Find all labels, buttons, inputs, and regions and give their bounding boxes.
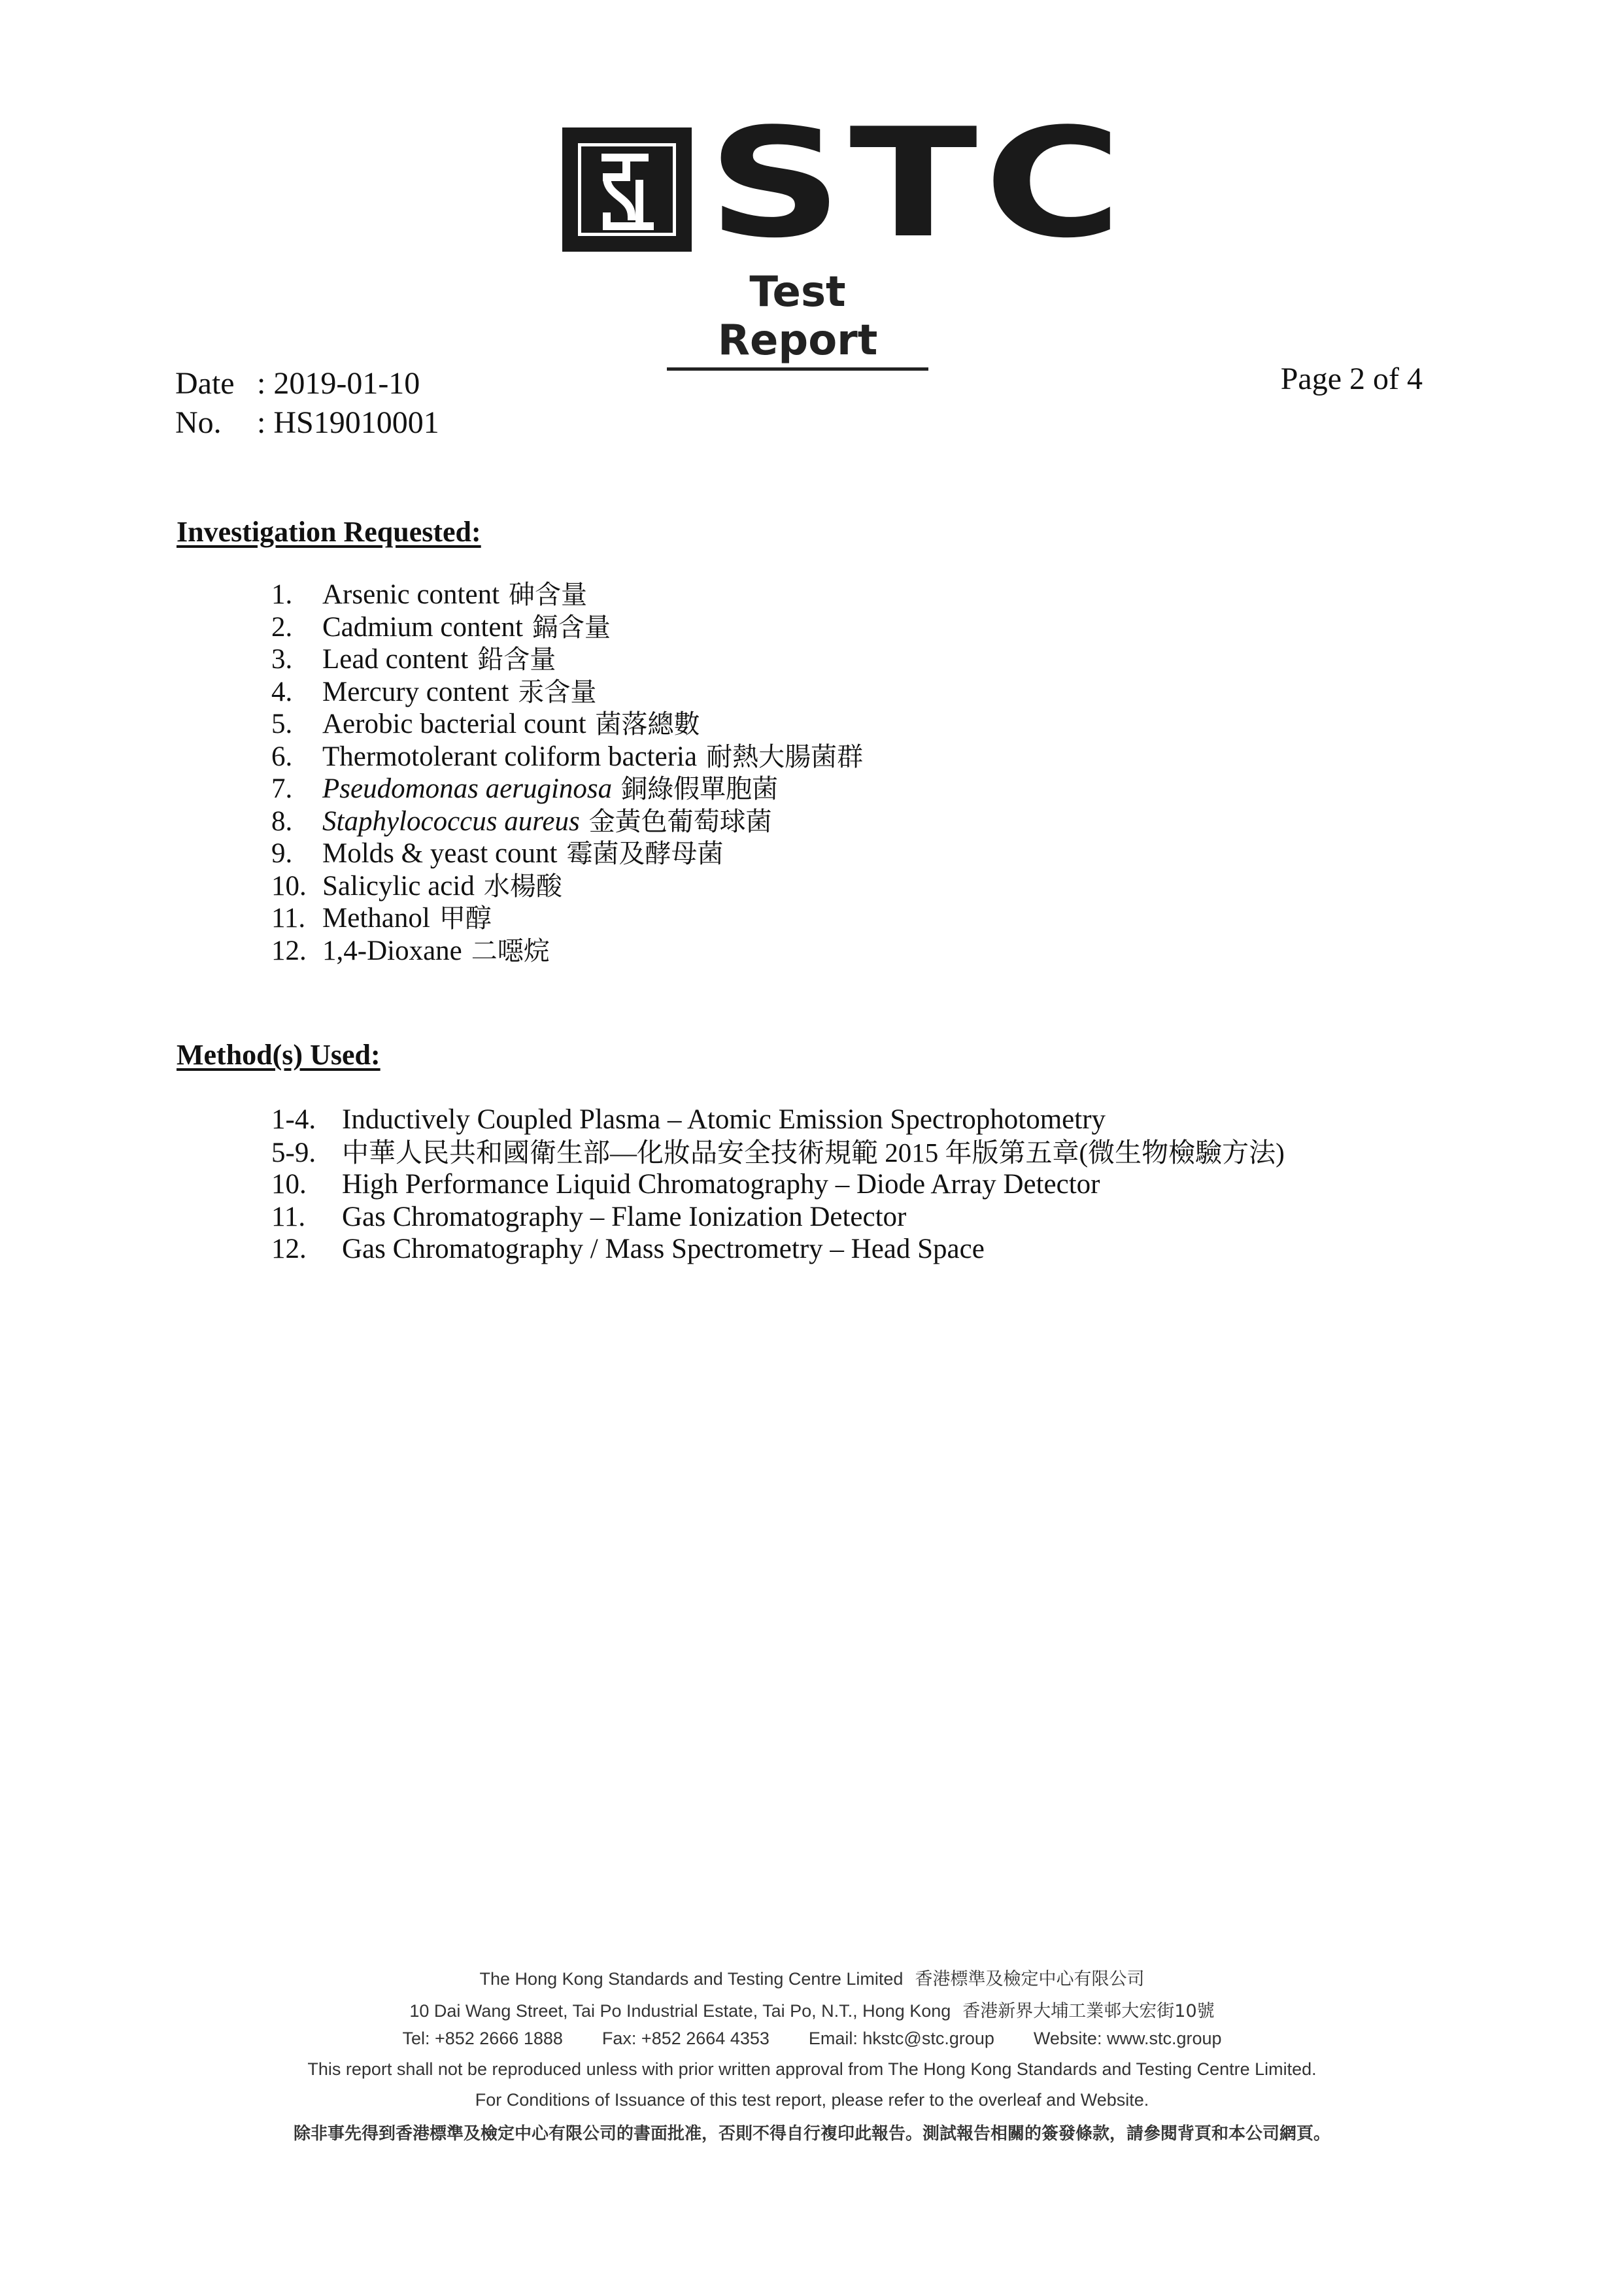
footer-address	[0, 1997, 1624, 2022]
item-name-en: Salicylic acid	[322, 870, 475, 902]
investigation-item	[271, 805, 772, 838]
footer-disclaimer-1: This report shall not be reproduced unless with prior written approval from The Hong Kong Standards and Testing Centre Limited.	[307, 2059, 1317, 2079]
method-text: Gas Chromatography – Flame Ionization Detector	[342, 1201, 907, 1232]
method-number: 10.	[271, 1169, 307, 1200]
item-name-en: Arsenic content	[322, 579, 500, 610]
item-name-zh: 汞含量	[518, 677, 597, 707]
item-number: 10.	[271, 870, 307, 902]
investigation-item	[271, 935, 550, 968]
footer-company	[0, 1965, 1624, 1990]
item-name-zh: 耐熱大腸菌群	[706, 741, 864, 772]
method-number: 12.	[271, 1234, 307, 1264]
item-name-en: 1,4-Dioxane	[322, 935, 462, 966]
method-item	[271, 1201, 906, 1234]
investigation-item	[271, 611, 611, 644]
email: Email: hkstc@stc.group	[808, 2029, 994, 2048]
item-name-zh: 霉菌及酵母菌	[566, 839, 724, 869]
method-item	[271, 1233, 985, 1266]
item-number: 8.	[271, 805, 293, 837]
method-text: 中華人民共和國衛生部—化妝品安全技術規範 2015 年版第五章(微生物檢驗方法)	[342, 1137, 1285, 1168]
report-number-row	[175, 403, 439, 443]
item-number: 5.	[271, 709, 293, 739]
item-number: 6.	[271, 741, 293, 772]
method-item	[271, 1104, 1106, 1136]
report-number-value: : HS19010001	[257, 405, 439, 440]
item-name-en: Pseudomonas aeruginosa	[322, 773, 613, 804]
investigation-item	[271, 837, 724, 870]
date-value: : 2019-01-10	[257, 366, 420, 401]
item-name-en: Aerobic bacterial count	[322, 709, 586, 739]
footer-contact	[0, 2029, 1624, 2049]
report-number-label: No.	[175, 405, 222, 440]
report-meta	[175, 364, 439, 443]
item-name-en: Cadmium content	[322, 611, 523, 643]
item-name-en: Lead content	[322, 644, 469, 675]
method-number: 11.	[271, 1201, 306, 1232]
investigation-item	[271, 708, 700, 741]
item-number: 12.	[271, 935, 307, 966]
item-number: 11.	[271, 903, 306, 934]
footer-disclaimer-zh: 除非事先得到香港標準及檢定中心有限公司的書面批准，否則不得自行複印此報告。測試報告相關的簽發條款，請參閱背頁和本公司網頁。	[293, 2124, 1330, 2144]
item-name-zh: 甲醇	[439, 903, 492, 934]
item-name-en: Methanol	[322, 903, 430, 934]
method-item	[271, 1136, 1285, 1169]
company-name-en: The Hong Kong Standards and Testing Centre Limited	[479, 1969, 904, 1989]
stc-logo	[562, 97, 1129, 271]
method-text: High Performance Liquid Chromatography – Diode Array Detector	[342, 1169, 1100, 1200]
method-item	[271, 1168, 1100, 1201]
method-text: Gas Chromatography / Mass Spectrometry – Head Space	[342, 1234, 985, 1264]
item-name-zh: 鎘含量	[532, 612, 611, 643]
page-number: Page 2 of 4	[1280, 362, 1423, 396]
date-row	[175, 364, 439, 403]
address-en: 10 Dai Wang Street, Tai Po Industrial Estate, Tai Po, N.T., Hong Kong	[409, 2001, 951, 2021]
investigation-item	[271, 870, 562, 903]
item-number: 3.	[271, 644, 293, 675]
investigation-item	[271, 643, 556, 676]
method-number: 1-4.	[271, 1104, 316, 1135]
item-number: 9.	[271, 838, 293, 869]
item-name-zh: 銅綠假單胞菌	[621, 774, 779, 804]
methods-heading: Method(s) Used:	[177, 1039, 381, 1071]
item-name-en: Molds & yeast count	[322, 838, 558, 869]
item-name-zh: 二噁烷	[471, 936, 550, 966]
footer-disclaimer-2: For Conditions of Issuance of this test report, please refer to the overleaf and Website.	[475, 2090, 1149, 2110]
address-zh: 香港新界大埔工業邨大宏街10號	[962, 2001, 1215, 2021]
stc-logo-wordmark: STC	[707, 97, 1129, 271]
method-text: Inductively Coupled Plasma – Atomic Emission Spectrophotometry	[342, 1104, 1106, 1135]
website: Website: www.stc.group	[1033, 2029, 1222, 2048]
item-name-zh: 金黃色葡萄球菌	[588, 806, 772, 837]
stc-emblem-icon	[562, 127, 692, 252]
investigation-item	[271, 902, 492, 935]
report-title: Test Report	[667, 268, 928, 371]
fax: Fax: +852 2664 4353	[601, 2029, 770, 2048]
item-name-zh: 砷含量	[509, 580, 588, 610]
investigation-heading: Investigation Requested:	[177, 516, 481, 548]
date-label: Date	[175, 366, 235, 401]
investigation-item	[271, 773, 778, 805]
item-number: 4.	[271, 676, 293, 707]
item-number: 7.	[271, 773, 293, 804]
item-name-en: Mercury content	[322, 676, 509, 707]
item-name-zh: 菌落總數	[595, 709, 700, 739]
tel: Tel: +852 2666 1888	[402, 2029, 563, 2048]
item-number: 1.	[271, 579, 293, 610]
investigation-item	[271, 579, 587, 611]
item-name-en: Staphylococcus aureus	[322, 805, 580, 837]
item-name-zh: 鉛含量	[477, 645, 556, 675]
method-number: 5-9.	[271, 1137, 316, 1168]
investigation-item	[271, 741, 863, 773]
investigation-item	[271, 676, 596, 709]
company-name-zh: 香港標準及檢定中心有限公司	[915, 1969, 1145, 1989]
item-name-zh: 水楊酸	[483, 871, 562, 902]
item-number: 2.	[271, 611, 293, 643]
item-name-en: Thermotolerant coliform bacteria	[322, 741, 698, 772]
